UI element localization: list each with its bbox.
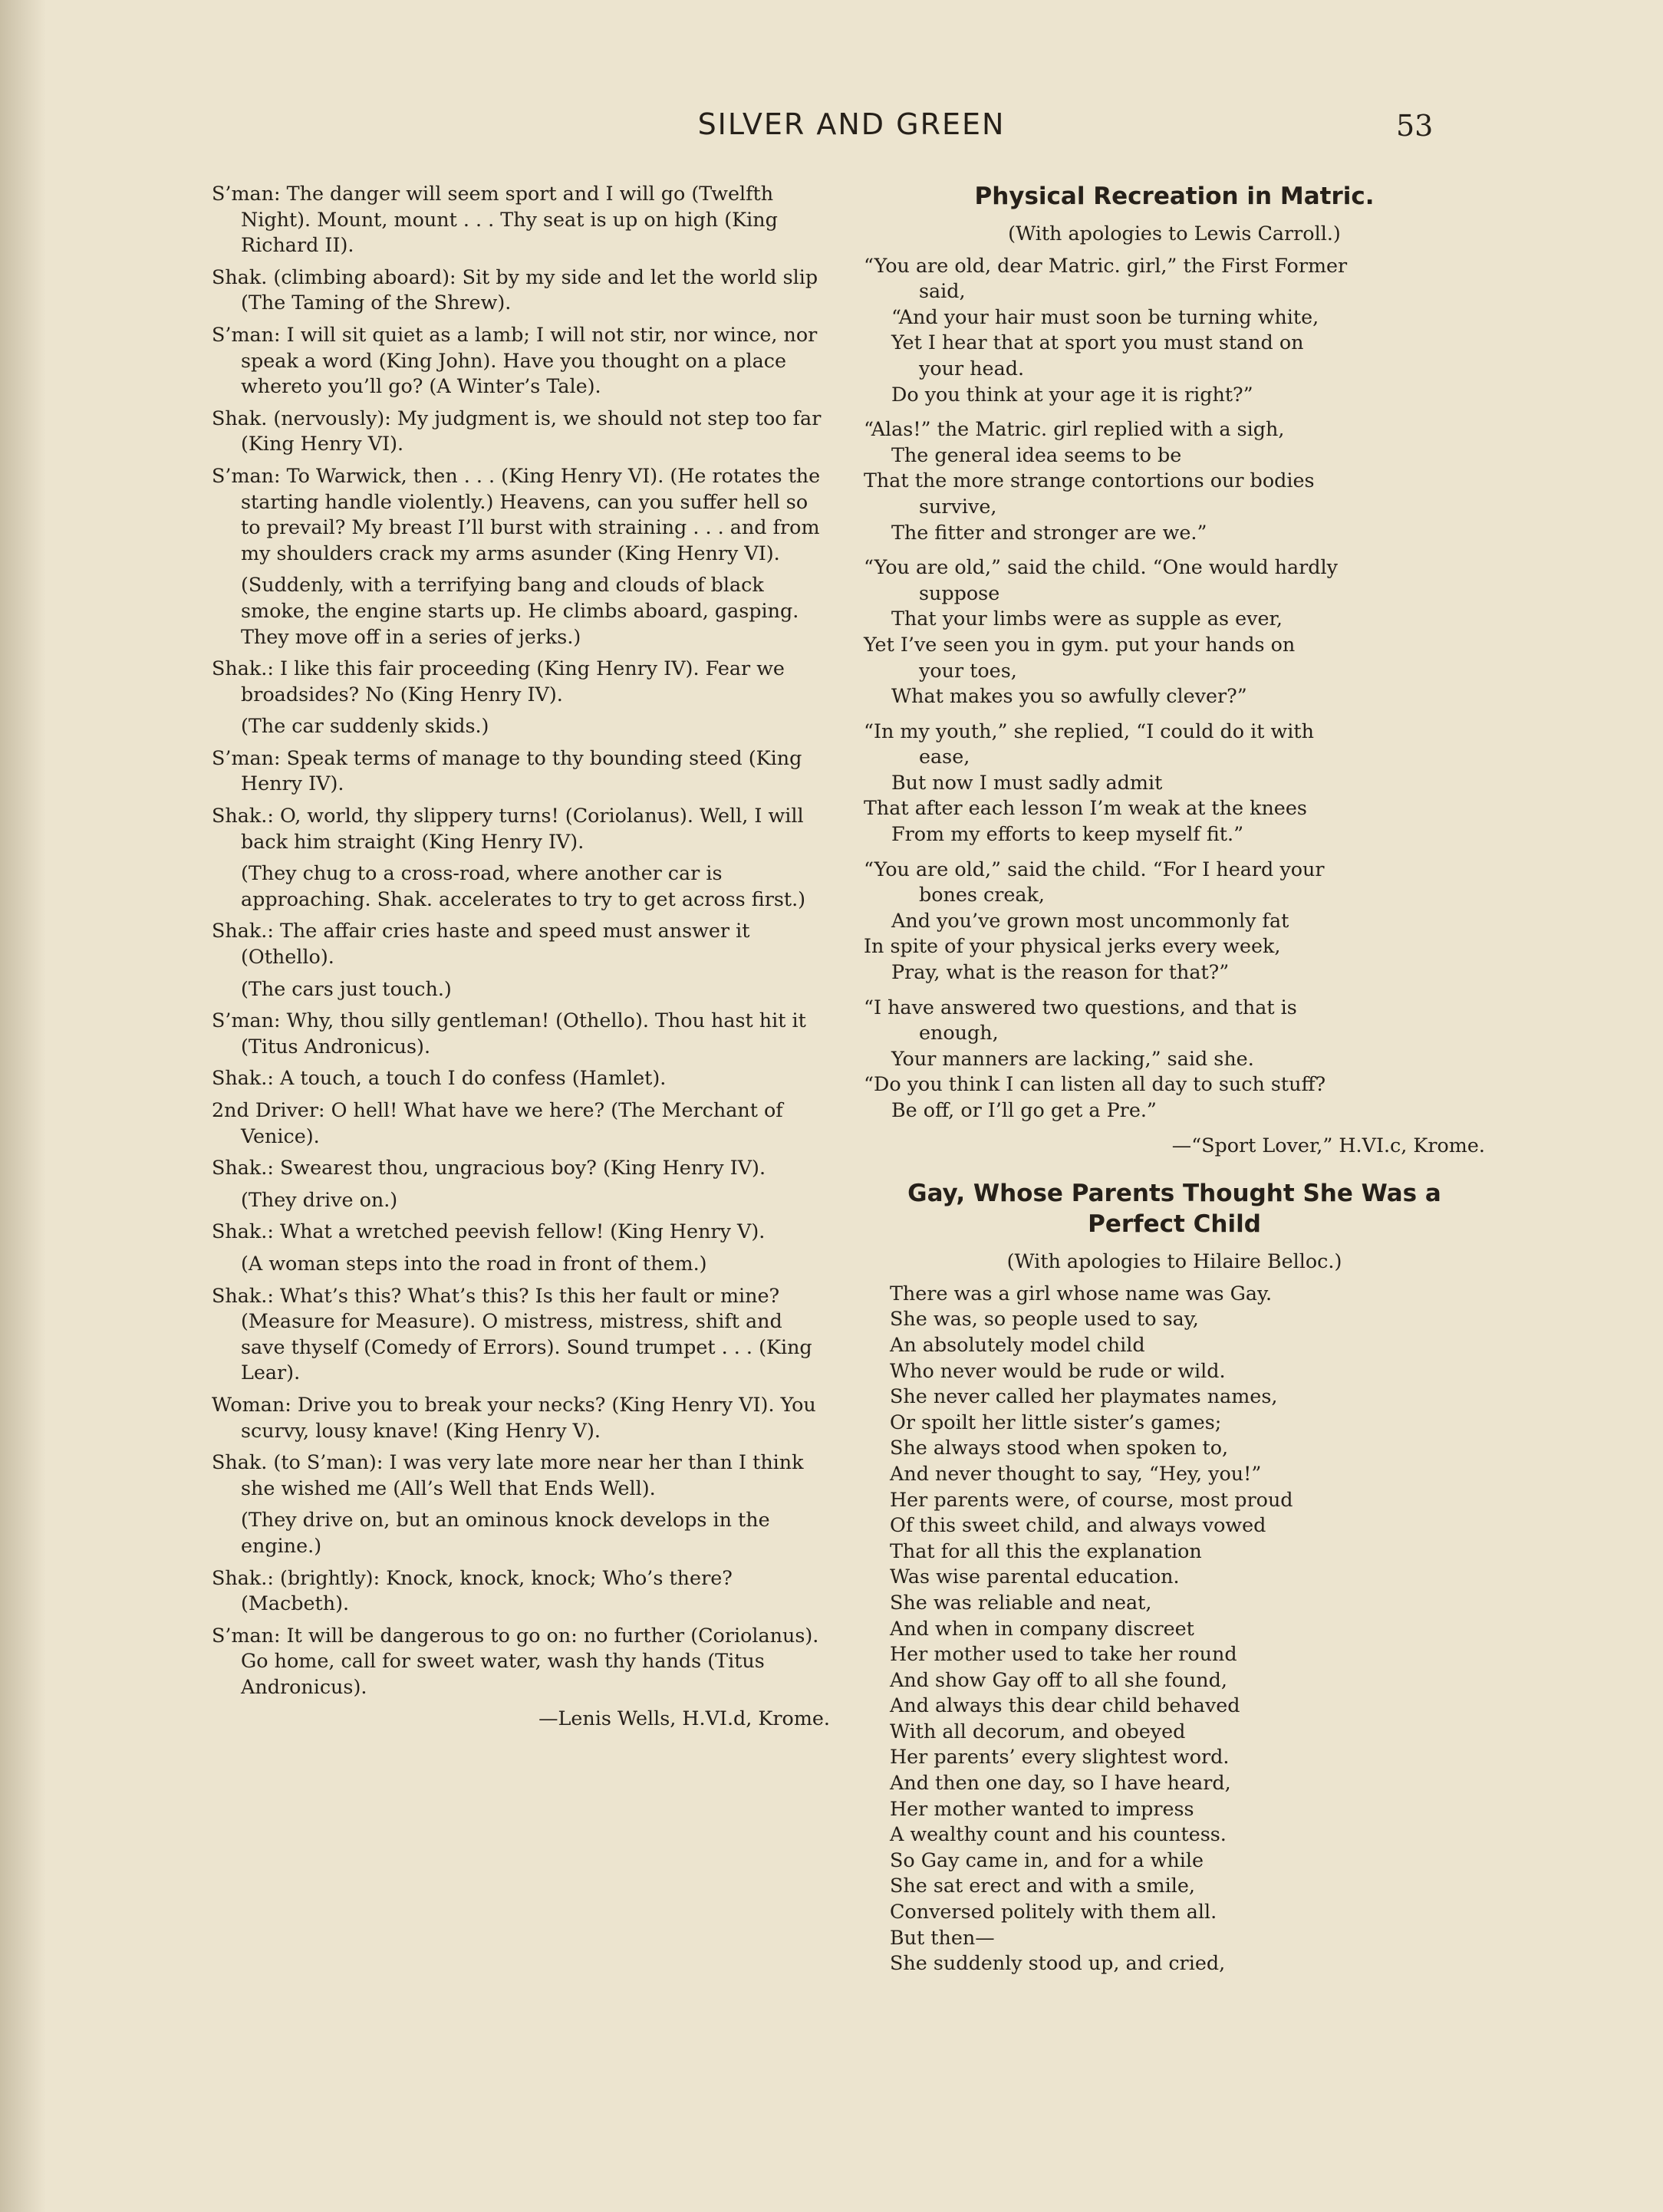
poem-line: And when in company discreet: [890, 1616, 1194, 1640]
poem-line: And never thought to say, “Hey, you!”: [890, 1461, 1262, 1485]
dialogue-entry: Shak.: What’s this? What’s this? Is this her fault or mine? (Measure for Measure). O mistress, mistress, shift and save thyself (Comedy of Errors). Sound trumpet . . . (King Lear).: [212, 1283, 812, 1384]
poem-line: She never called her playmates names,: [890, 1384, 1278, 1408]
poem-line: And you’ve grown most uncommonly fat: [891, 908, 1289, 932]
poem1-title: Physical Recreation in Matric.: [974, 183, 1375, 210]
poem-line: The general idea seems to be: [891, 443, 1182, 466]
dialogue-entry: Shak. (climbing aboard): Sit by my side and let the world slip (The Taming of the Shrew).: [212, 265, 818, 314]
dialogue-entry: S’man: It will be dangerous to go on: no further (Coriolanus). Go home, call for sweet water, wash thy hands (Titus Andronicus).: [212, 1623, 819, 1698]
poem1-stanza: [864, 416, 1485, 545]
poem-line: survive,: [919, 494, 997, 518]
poem-line: In spite of your physical jerks every week,: [864, 934, 1281, 958]
poem-line: “In my youth,” she replied, “I could do it with: [864, 719, 1314, 742]
poem-line: ease,: [919, 745, 970, 769]
stage-direction: (The car suddenly skids.): [241, 714, 489, 738]
dialogue-entry: Shak. (to S’man): I was very late more near her than I think she wished me (All’s Well that Ends Well).: [212, 1450, 804, 1499]
poem-line: An absolutely model child: [890, 1332, 1145, 1356]
poem-line: “And your hair must soon be turning white,: [891, 304, 1319, 328]
poem-line: “You are old, dear Matric. girl,” the First Former: [864, 253, 1348, 277]
poem-line: Her parents were, of course, most proud: [890, 1487, 1293, 1511]
left-signature: —Lenis Wells, H.VI.d, Krome.: [538, 1707, 830, 1730]
dialogue-entry: Shak.: The affair cries haste and speed must answer it (Othello).: [212, 919, 750, 969]
poem2-subtitle: (With apologies to Hilaire Belloc.): [1006, 1249, 1342, 1273]
poem-line: A wealthy count and his countess.: [890, 1822, 1227, 1846]
poem-line: Pray, what is the reason for that?”: [891, 960, 1230, 984]
dialogue-entry: Woman: Drive you to break your necks? (King Henry VI). You scurvy, lousy knave! (King Henry V).: [212, 1392, 816, 1442]
poem-line: She sat erect and with a smile,: [890, 1874, 1195, 1898]
poem-line: said,: [919, 279, 966, 303]
poem-line: What makes you so awfully clever?”: [891, 684, 1247, 708]
poem1-stanza: [864, 719, 1485, 848]
poem-line: She always stood when spoken to,: [890, 1436, 1229, 1460]
dialogue-entry: S’man: The danger will seem sport and I will go (Twelfth Night). Mount, mount . . . Thy seat is up on high (King Richard II).: [212, 182, 778, 257]
running-head: SILVER AND GREEN: [697, 107, 1006, 141]
poem-line: That after each lesson I’m weak at the knees: [864, 796, 1307, 820]
stage-direction: (They drive on, but an ominous knock develops in the engine.): [241, 1508, 770, 1557]
poem-line: With all decorum, and obeyed: [890, 1719, 1186, 1743]
dialogue-entry: Shak.: (brightly): Knock, knock, knock; Who’s there? (Macbeth).: [212, 1565, 733, 1615]
poem1-stanza: [864, 995, 1485, 1124]
poem-line: That the more strange contortions our bodies: [864, 469, 1315, 492]
poem-line: She suddenly stood up, and cried,: [890, 1951, 1226, 1975]
poem2-title-line2: Perfect Child: [1088, 1210, 1261, 1239]
poem-line: Conversed politely with them all.: [890, 1900, 1217, 1924]
poem2-body: [864, 1281, 1485, 1977]
dialogue-entry: Shak.: O, world, thy slippery turns! (Coriolanus). Well, I will back him straight (King Henry IV).: [212, 804, 804, 853]
poem-line: So Gay came in, and for a while: [890, 1848, 1204, 1871]
poem-line: bones creak,: [919, 883, 1045, 907]
poem-line: “I have answered two questions, and that is: [864, 995, 1297, 1019]
stage-direction: (They drive on.): [241, 1187, 398, 1211]
poem-line: And then one day, so I have heard,: [890, 1771, 1231, 1795]
stage-direction: (They chug to a cross-road, where another car is approaching. Shak. accelerates to try to get across first.): [241, 861, 806, 910]
poem1-body: [864, 253, 1485, 1124]
dialogue-entry: Shak.: Swearest thou, ungracious boy? (King Henry IV).: [212, 1156, 766, 1180]
poem-line: But then—: [890, 1925, 995, 1949]
poem-line: “Do you think I can listen all day to such stuff?: [864, 1072, 1326, 1096]
poem2-title: [864, 1178, 1485, 1239]
poem-line: Her mother wanted to impress: [890, 1796, 1194, 1820]
poem-line: Was wise parental education.: [890, 1565, 1180, 1588]
poem-line: That your limbs were as supple as ever,: [891, 607, 1283, 630]
poem-line: your toes,: [919, 658, 1017, 682]
poem-line: “Alas!” the Matric. girl replied with a sigh,: [864, 417, 1285, 441]
right-column: [864, 181, 1485, 1977]
stage-direction: (A woman steps into the road in front of them.): [241, 1251, 707, 1275]
dialogue-entry: S’man: Why, thou silly gentleman! (Othello). Thou hast hit it (Titus Andronicus).: [212, 1009, 806, 1058]
poem-line: Do you think at your age it is right?”: [891, 382, 1253, 406]
poem-line: suppose: [919, 581, 1000, 604]
poem-line: your head.: [919, 356, 1025, 380]
poem-line: Yet I hear that at sport you must stand on: [891, 331, 1304, 354]
poem-line: enough,: [919, 1021, 999, 1045]
poem1-stanza: [864, 253, 1485, 408]
stage-direction: (The cars just touch.): [241, 976, 452, 1000]
poem-line: Her mother used to take her round: [890, 1642, 1237, 1666]
stage-direction: (Suddenly, with a terrifying bang and clouds of black smoke, the engine starts up. He climbs aboard, gasping. They move off in a series of jerks.): [241, 573, 799, 648]
poem-line: From my efforts to keep myself fit.”: [891, 822, 1244, 846]
dialogue-entry: S’man: To Warwick, then . . . (King Henry VI). (He rotates the starting handle violently.) Heavens, can you suffer hell so to prevail? My breast I’ll burst with straining . . . and from my shoulders crack my arms asunder (King Henry VI).: [212, 463, 821, 565]
dialogue-entry: Shak.: What a wretched peevish fellow! (King Henry V).: [212, 1220, 766, 1243]
poem-line: She was, so people used to say,: [890, 1307, 1199, 1331]
poem-line: “You are old,” said the child. “For I heard your: [864, 857, 1325, 881]
dialogue-entry: Shak. (nervously): My judgment is, we should not step too far (King Henry VI).: [212, 406, 822, 456]
poem2-title-line1: Gay, Whose Parents Thought She Was a: [907, 1180, 1441, 1208]
poem-line: She was reliable and neat,: [890, 1590, 1152, 1614]
poem-line: “You are old,” said the child. “One would hardly: [864, 555, 1338, 579]
poem1-subtitle: (With apologies to Lewis Carroll.): [1008, 222, 1341, 245]
left-column: [212, 181, 830, 1732]
poem-line: Yet I’ve seen you in gym. put your hands on: [864, 632, 1296, 656]
dialogue-entry: S’man: I will sit quiet as a lamb; I will not stir, nor wince, nor speak a word (King John). Have you thought on a place whereto you’ll go? (A Winter’s Tale).: [212, 322, 818, 398]
poem-line: The fitter and stronger are we.”: [891, 520, 1207, 544]
poem-line: But now I must sadly admit: [891, 770, 1163, 794]
poem-line: Be off, or I’ll go get a Pre.”: [891, 1098, 1157, 1121]
poem-line: Your manners are lacking,” said she.: [891, 1046, 1254, 1070]
dialogue-entry: Shak.: A touch, a touch I do confess (Hamlet).: [212, 1066, 667, 1090]
poem-line: Her parents’ every slightest word.: [890, 1745, 1230, 1769]
poem-line: Who never would be rude or wild.: [890, 1358, 1226, 1382]
poem-line: Of this sweet child, and always vowed: [890, 1513, 1266, 1537]
poem-line: That for all this the explanation: [890, 1539, 1202, 1562]
dialogue-entry: S’man: Speak terms of manage to thy bounding steed (King Henry IV).: [212, 746, 802, 795]
gutter-shadow: [0, 0, 46, 2212]
page-number: 53: [1396, 109, 1434, 143]
poem1-stanza: [864, 857, 1485, 986]
poem-line: There was a girl whose name was Gay.: [890, 1281, 1273, 1305]
poem-line: Or spoilt her little sister’s games;: [890, 1410, 1222, 1434]
poem1-stanza: [864, 555, 1485, 709]
dialogue-entry: 2nd Driver: O hell! What have we here? (The Merchant of Venice).: [212, 1098, 783, 1147]
dialogue-entry: Shak.: I like this fair proceeding (King Henry IV). Fear we broadsides? No (King Henry IV).: [212, 657, 785, 706]
poem-line: And always this dear child behaved: [890, 1694, 1240, 1717]
poem1-signature: —“Sport Lover,” H.VI.c, Krome.: [1171, 1133, 1485, 1157]
poem-line: And show Gay off to all she found,: [890, 1667, 1227, 1691]
